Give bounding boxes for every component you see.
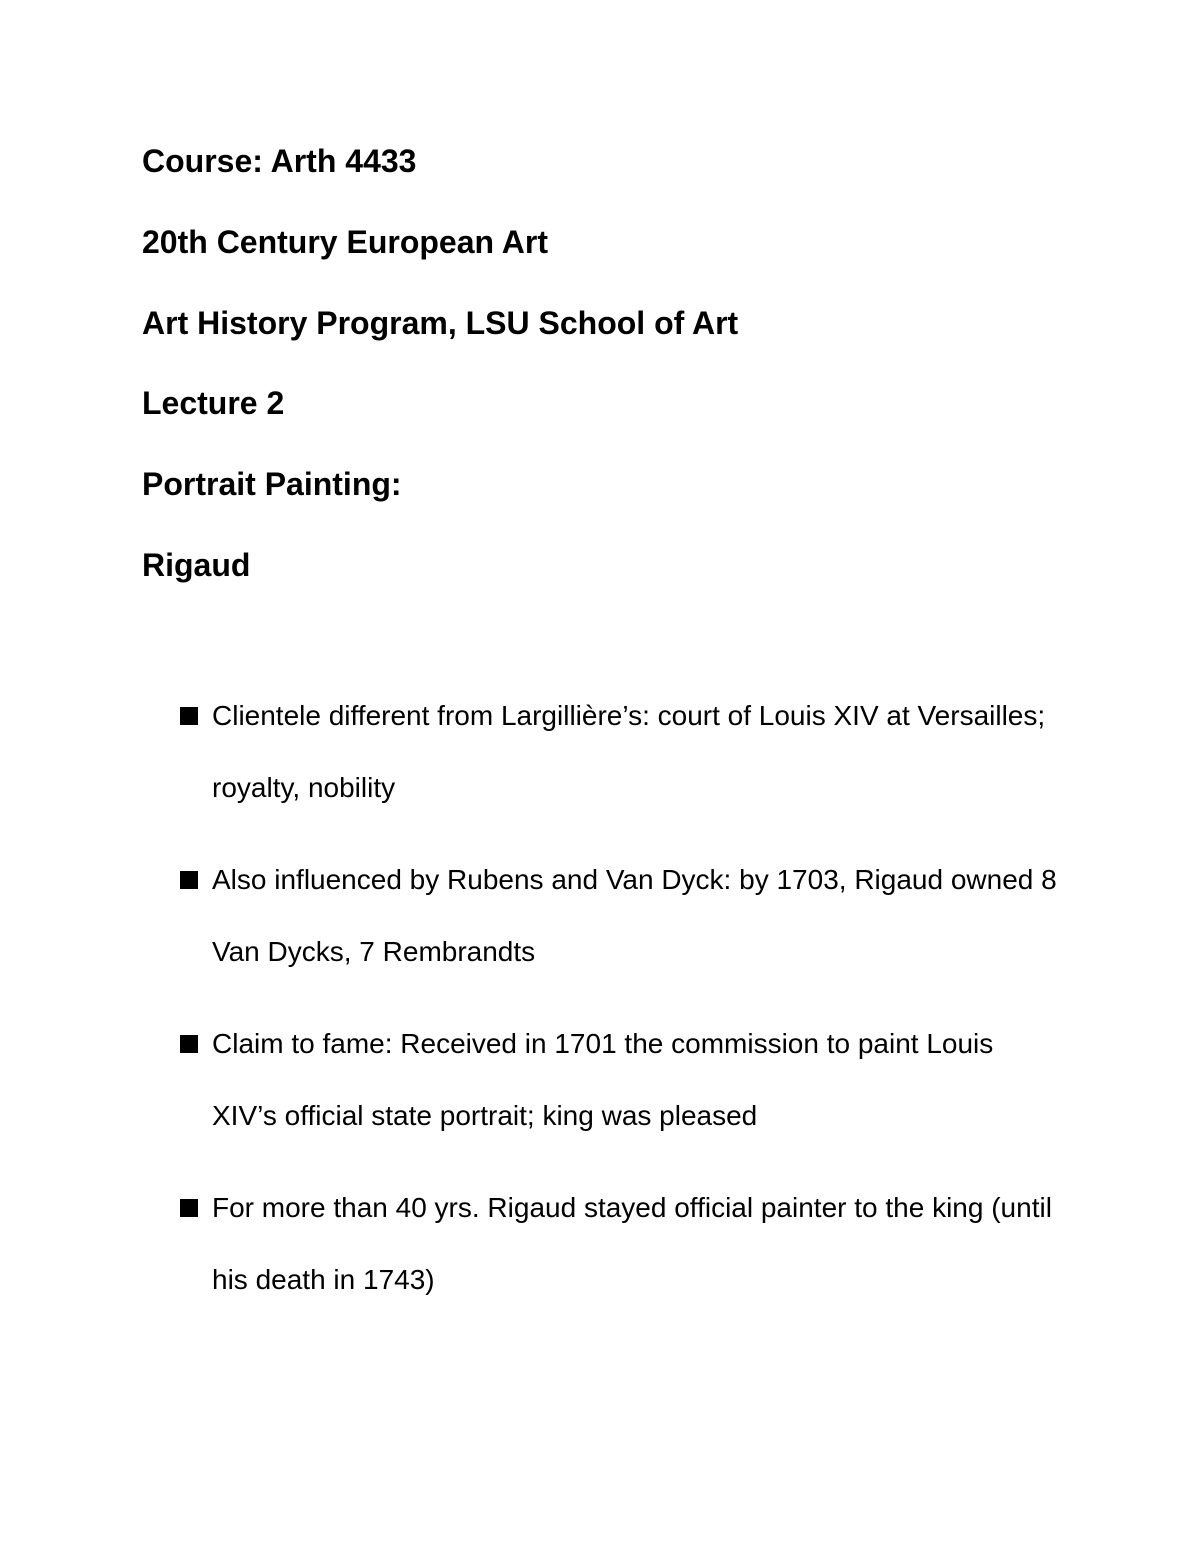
bullet-text: Also influenced by Rubens and Van Dyck: by 1703, Rigaud owned 8 Van Dycks, 7 Rembrandts bbox=[212, 864, 1057, 967]
bullet-item bbox=[180, 1026, 1060, 1170]
bullet-text: Claim to fame: Received in 1701 the commission to paint Louis XIV’s official state portrait; king was pleased bbox=[212, 1028, 994, 1131]
bullet-item bbox=[180, 698, 1060, 842]
course-title: 20th Century European Art bbox=[142, 224, 548, 260]
topic-heading: Portrait Painting: bbox=[142, 466, 402, 502]
bullet-item bbox=[180, 862, 1060, 1006]
bullet-text: For more than 40 yrs. Rigaud stayed official painter to the king (until his death in 1743) bbox=[212, 1192, 1052, 1295]
bullet-item bbox=[180, 1190, 1060, 1334]
program-name: Art History Program, LSU School of Art bbox=[142, 305, 739, 341]
bullet-text: Clientele different from Largillière’s: court of Louis XIV at Versailles; royalty, nobility bbox=[212, 700, 1046, 803]
course-heading: Course: Arth 4433 bbox=[142, 143, 417, 179]
artist-heading: Rigaud bbox=[142, 547, 251, 583]
lecture-number: Lecture 2 bbox=[142, 385, 285, 421]
